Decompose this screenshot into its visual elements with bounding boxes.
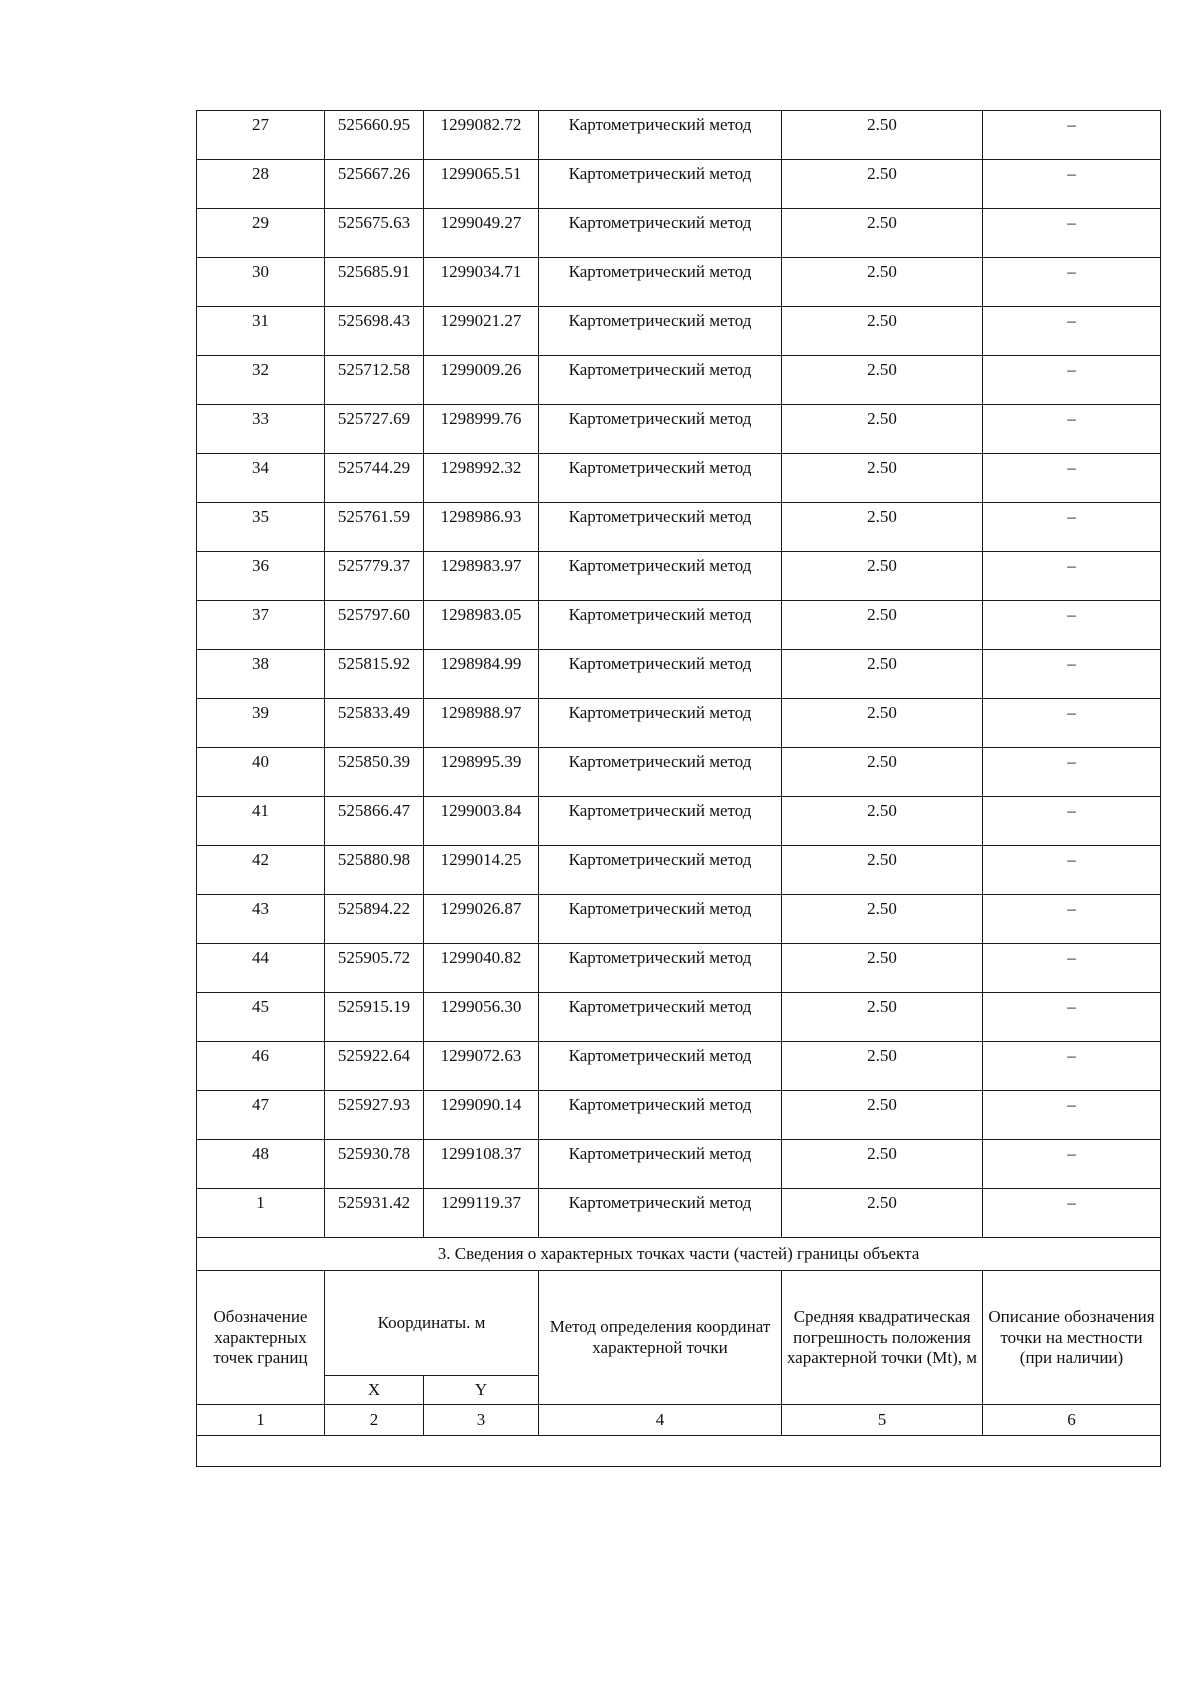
coord-y: 1298986.93 (424, 503, 539, 552)
point-number: 47 (197, 1091, 325, 1140)
table-row (197, 1042, 1161, 1091)
point-number: 39 (197, 699, 325, 748)
method: Картометрический метод (539, 1189, 782, 1238)
point-number: 32 (197, 356, 325, 405)
mean-error: 2.50 (782, 1140, 983, 1189)
table-row (197, 601, 1161, 650)
coord-x: 525779.37 (325, 552, 424, 601)
coord-y: 1299034.71 (424, 258, 539, 307)
coord-x: 525685.91 (325, 258, 424, 307)
coord-y: 1298995.39 (424, 748, 539, 797)
description: – (983, 503, 1161, 552)
empty-cell (197, 1436, 1161, 1467)
mean-error: 2.50 (782, 356, 983, 405)
method: Картометрический метод (539, 405, 782, 454)
coord-x: 525930.78 (325, 1140, 424, 1189)
mean-error: 2.50 (782, 748, 983, 797)
header-method: Метод определения координат характерной точки (539, 1271, 782, 1405)
point-number: 30 (197, 258, 325, 307)
method: Картометрический метод (539, 1091, 782, 1140)
method: Картометрический метод (539, 650, 782, 699)
coord-y: 1299009.26 (424, 356, 539, 405)
coord-x: 525727.69 (325, 405, 424, 454)
coord-y: 1299014.25 (424, 846, 539, 895)
point-number: 42 (197, 846, 325, 895)
coord-x: 525797.60 (325, 601, 424, 650)
point-number: 31 (197, 307, 325, 356)
description: – (983, 601, 1161, 650)
point-number: 43 (197, 895, 325, 944)
mean-error: 2.50 (782, 895, 983, 944)
coord-y: 1299026.87 (424, 895, 539, 944)
point-number: 40 (197, 748, 325, 797)
table-row (197, 454, 1161, 503)
method: Картометрический метод (539, 454, 782, 503)
mean-error: 2.50 (782, 552, 983, 601)
table-row (197, 1140, 1161, 1189)
boundary-points-table (196, 110, 1161, 1467)
mean-error: 2.50 (782, 258, 983, 307)
empty-row (197, 1436, 1161, 1467)
points-table-body (197, 111, 1161, 1238)
point-number: 34 (197, 454, 325, 503)
coord-x: 525698.43 (325, 307, 424, 356)
coord-x: 525744.29 (325, 454, 424, 503)
mean-error: 2.50 (782, 503, 983, 552)
point-number: 38 (197, 650, 325, 699)
method: Картометрический метод (539, 160, 782, 209)
point-number: 44 (197, 944, 325, 993)
description: – (983, 895, 1161, 944)
mean-error: 2.50 (782, 1091, 983, 1140)
point-number: 41 (197, 797, 325, 846)
point-number: 28 (197, 160, 325, 209)
method: Картометрический метод (539, 944, 782, 993)
coord-x: 525931.42 (325, 1189, 424, 1238)
description: – (983, 1140, 1161, 1189)
header-coordinates: Координаты. м (325, 1271, 539, 1376)
coord-x: 525866.47 (325, 797, 424, 846)
description: – (983, 111, 1161, 160)
method: Картометрический метод (539, 111, 782, 160)
coord-y: 1299082.72 (424, 111, 539, 160)
point-number: 36 (197, 552, 325, 601)
table-row (197, 797, 1161, 846)
column-number: 2 (325, 1405, 424, 1436)
description: – (983, 846, 1161, 895)
mean-error: 2.50 (782, 160, 983, 209)
coord-x: 525880.98 (325, 846, 424, 895)
point-number: 46 (197, 1042, 325, 1091)
table-row (197, 209, 1161, 258)
mean-error: 2.50 (782, 454, 983, 503)
mean-error: 2.50 (782, 111, 983, 160)
description: – (983, 209, 1161, 258)
method: Картометрический метод (539, 601, 782, 650)
description: – (983, 650, 1161, 699)
table-row (197, 307, 1161, 356)
mean-error: 2.50 (782, 405, 983, 454)
coord-y: 1298983.05 (424, 601, 539, 650)
coord-y: 1299003.84 (424, 797, 539, 846)
description: – (983, 1189, 1161, 1238)
method: Картометрический метод (539, 307, 782, 356)
coord-y: 1299049.27 (424, 209, 539, 258)
table-row (197, 405, 1161, 454)
coord-x: 525927.93 (325, 1091, 424, 1140)
table-row (197, 846, 1161, 895)
method: Картометрический метод (539, 846, 782, 895)
mean-error: 2.50 (782, 699, 983, 748)
description: – (983, 454, 1161, 503)
column-number: 4 (539, 1405, 782, 1436)
method: Картометрический метод (539, 895, 782, 944)
point-number: 29 (197, 209, 325, 258)
column-number: 1 (197, 1405, 325, 1436)
description: – (983, 258, 1161, 307)
point-number: 48 (197, 1140, 325, 1189)
coord-y: 1299040.82 (424, 944, 539, 993)
coord-x: 525761.59 (325, 503, 424, 552)
table-row (197, 356, 1161, 405)
method: Картометрический метод (539, 258, 782, 307)
coord-x: 525660.95 (325, 111, 424, 160)
point-number: 35 (197, 503, 325, 552)
mean-error: 2.50 (782, 944, 983, 993)
header-description: Описание обозначения точки на местности (при наличии) (983, 1271, 1161, 1405)
method: Картометрический метод (539, 503, 782, 552)
description: – (983, 699, 1161, 748)
coord-x: 525922.64 (325, 1042, 424, 1091)
point-number: 27 (197, 111, 325, 160)
section-3-body (197, 1238, 1161, 1467)
point-number: 45 (197, 993, 325, 1042)
coord-x: 525833.49 (325, 699, 424, 748)
method: Картометрический метод (539, 797, 782, 846)
table-row (197, 699, 1161, 748)
mean-error: 2.50 (782, 209, 983, 258)
point-number: 1 (197, 1189, 325, 1238)
description: – (983, 797, 1161, 846)
description: – (983, 307, 1161, 356)
description: – (983, 993, 1161, 1042)
coord-x: 525915.19 (325, 993, 424, 1042)
table-row (197, 503, 1161, 552)
table-row (197, 1189, 1161, 1238)
description: – (983, 160, 1161, 209)
point-number: 33 (197, 405, 325, 454)
coord-y: 1298988.97 (424, 699, 539, 748)
coord-x: 525667.26 (325, 160, 424, 209)
coord-x: 525815.92 (325, 650, 424, 699)
description: – (983, 748, 1161, 797)
mean-error: 2.50 (782, 650, 983, 699)
description: – (983, 1091, 1161, 1140)
description: – (983, 552, 1161, 601)
description: – (983, 356, 1161, 405)
method: Картометрический метод (539, 748, 782, 797)
header-mean-error: Средняя квадратическая погрешность положения характерной точки (Mt), м (782, 1271, 983, 1405)
column-number: 6 (983, 1405, 1161, 1436)
mean-error: 2.50 (782, 1189, 983, 1238)
method: Картометрический метод (539, 1140, 782, 1189)
coord-x: 525712.58 (325, 356, 424, 405)
coord-y: 1299072.63 (424, 1042, 539, 1091)
table-row (197, 895, 1161, 944)
mean-error: 2.50 (782, 797, 983, 846)
table-row (197, 748, 1161, 797)
coord-y: 1299056.30 (424, 993, 539, 1042)
column-numbers-row (197, 1405, 1161, 1436)
header-y: Y (424, 1376, 539, 1405)
mean-error: 2.50 (782, 307, 983, 356)
coord-x: 525850.39 (325, 748, 424, 797)
coord-y: 1299065.51 (424, 160, 539, 209)
coord-y: 1298999.76 (424, 405, 539, 454)
description: – (983, 944, 1161, 993)
header-points: Обозначение характерных точек границ (197, 1271, 325, 1405)
mean-error: 2.50 (782, 1042, 983, 1091)
table-row (197, 650, 1161, 699)
description: – (983, 1042, 1161, 1091)
table-row (197, 993, 1161, 1042)
coord-x: 525675.63 (325, 209, 424, 258)
point-number: 37 (197, 601, 325, 650)
table-row (197, 1091, 1161, 1140)
table-row (197, 160, 1161, 209)
coord-y: 1298984.99 (424, 650, 539, 699)
coord-y: 1298983.97 (424, 552, 539, 601)
column-number: 3 (424, 1405, 539, 1436)
coord-y: 1298992.32 (424, 454, 539, 503)
method: Картометрический метод (539, 552, 782, 601)
coord-y: 1299119.37 (424, 1189, 539, 1238)
method: Картометрический метод (539, 209, 782, 258)
mean-error: 2.50 (782, 846, 983, 895)
section-3-title: 3. Сведения о характерных точках части (частей) границы объекта (197, 1238, 1161, 1271)
column-number: 5 (782, 1405, 983, 1436)
method: Картометрический метод (539, 356, 782, 405)
mean-error: 2.50 (782, 601, 983, 650)
method: Картометрический метод (539, 1042, 782, 1091)
table-row (197, 552, 1161, 601)
coord-y: 1299108.37 (424, 1140, 539, 1189)
mean-error: 2.50 (782, 993, 983, 1042)
coord-x: 525894.22 (325, 895, 424, 944)
header-x: X (325, 1376, 424, 1405)
table-row (197, 944, 1161, 993)
coord-y: 1299090.14 (424, 1091, 539, 1140)
table-row (197, 111, 1161, 160)
table-row (197, 258, 1161, 307)
description: – (983, 405, 1161, 454)
method: Картометрический метод (539, 699, 782, 748)
coord-y: 1299021.27 (424, 307, 539, 356)
coord-x: 525905.72 (325, 944, 424, 993)
method: Картометрический метод (539, 993, 782, 1042)
